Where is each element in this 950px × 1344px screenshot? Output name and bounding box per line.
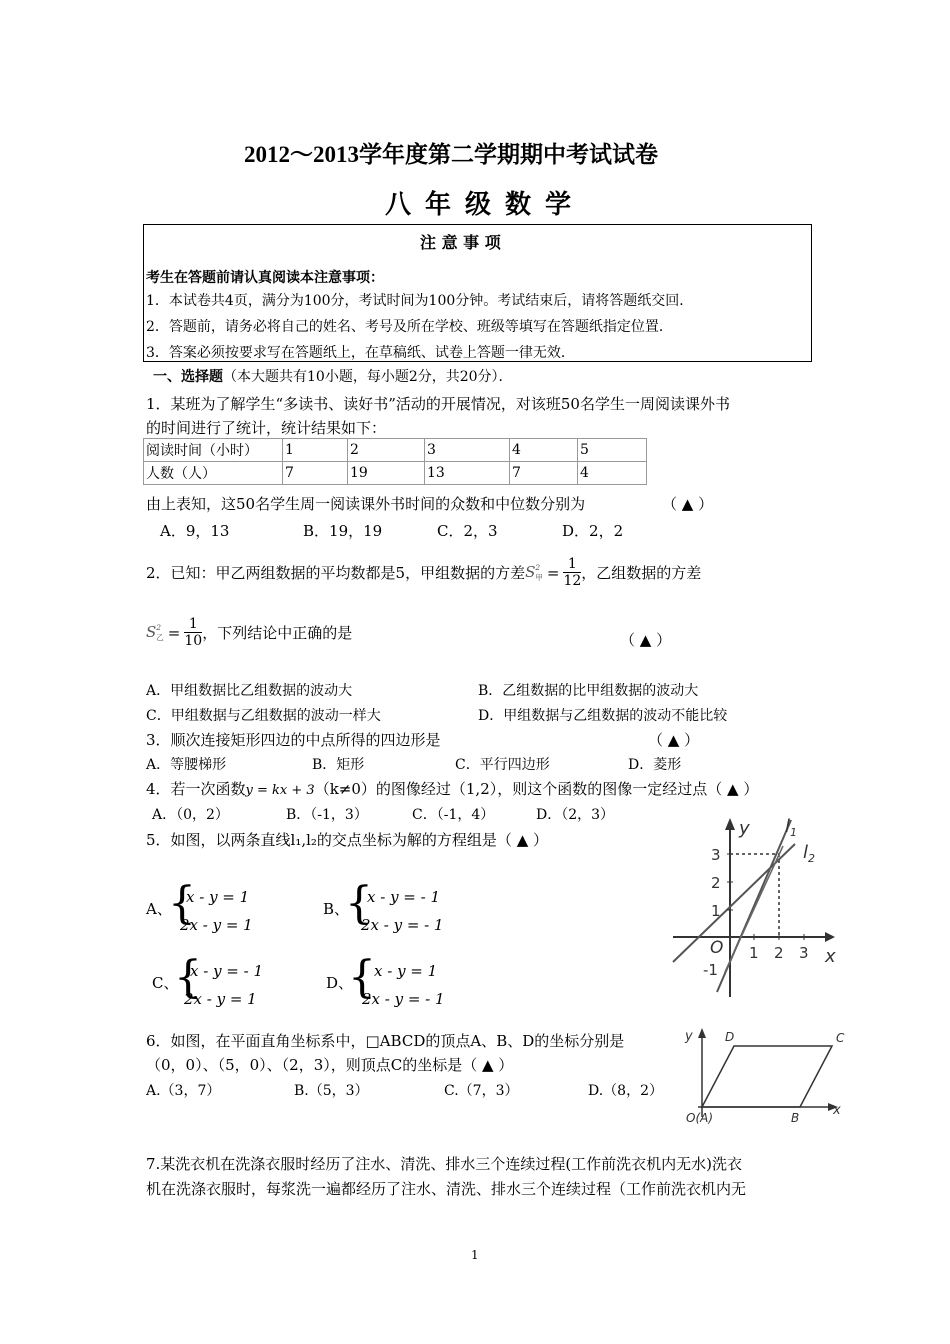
q2-mark: （ ▲ ） xyxy=(620,631,672,649)
q6-graph xyxy=(670,1022,850,1132)
q4-option-a: A．（0，2） xyxy=(152,807,229,823)
equation-1: x - y = - 1 xyxy=(367,888,441,906)
table-cell: 人数（人） xyxy=(144,462,283,485)
notice-intro: 考生在答题前请认真阅读本注意事项： xyxy=(146,270,384,286)
table-cell: 1 xyxy=(283,439,348,462)
y-tick-label: 2 xyxy=(711,874,721,892)
x-axis-label: x xyxy=(825,946,836,967)
fraction-yi xyxy=(184,616,202,649)
q1-mark: （ ▲ ） xyxy=(662,495,714,513)
q4-option-d: D．（2，3） xyxy=(536,807,615,823)
equation-2: 2x - y = 1 xyxy=(184,990,257,1008)
q5-graph xyxy=(665,812,845,1002)
table-cell: 4 xyxy=(578,462,647,485)
q6-line2: （0，0）、（5，0）、（2，3），则顶点C的坐标是（ ▲ ） xyxy=(146,1056,514,1074)
line-sub: 1 xyxy=(790,826,798,839)
q3-option-d: D．菱形 xyxy=(628,757,682,773)
q7-line1: 7.某洗衣机在洗涤衣服时经历了注水、清洗、排水三个连续过程(工作前洗衣机内无水)洗衣 xyxy=(146,1155,743,1173)
option-label: D、 xyxy=(326,974,354,992)
q4-line xyxy=(146,778,758,799)
q6-option-c: C.（7，3） xyxy=(444,1083,519,1099)
variance-sup: 2 xyxy=(535,562,541,572)
q1-line1: 1．某班为了解学生“多读书、读好书”活动的开展情况，对该班50名学生一周阅读课外书 xyxy=(146,395,730,413)
fraction-num: 1 xyxy=(563,556,581,573)
origin-label: O xyxy=(710,938,724,958)
vertex-d-label: D xyxy=(725,1030,735,1044)
eq-sign: = xyxy=(167,623,181,642)
equation-2: 2x - y = - 1 xyxy=(361,916,444,934)
variance-symbol: S xyxy=(525,562,536,581)
q2-line1 xyxy=(146,556,701,589)
q3-option-a: A．等腰梯形 xyxy=(146,757,227,773)
vertex-b-label: B xyxy=(791,1111,800,1125)
q1-option-c: C．2，3 xyxy=(437,522,498,540)
q2-text1: 2．已知：甲乙两组数据的平均数都是5，甲组数据的方差 xyxy=(146,564,526,582)
q6-option-a: A.（3，7） xyxy=(146,1083,221,1099)
equation-1: x - y = 1 xyxy=(374,962,438,980)
q3-text: 3．顺次连接矩形四边的中点所得的四边形是 xyxy=(146,731,441,749)
q2-option-b: B．乙组数据的比甲组数据的波动大 xyxy=(478,683,699,699)
brace-icon: { xyxy=(348,952,376,1003)
fraction-num: 1 xyxy=(184,616,202,633)
page-number: 1 xyxy=(471,1248,479,1262)
variance-sub: 乙 xyxy=(156,632,164,642)
variance-jia xyxy=(525,563,543,581)
option-label: C、 xyxy=(152,974,179,992)
table-cell: 19 xyxy=(348,462,425,485)
q2-line2 xyxy=(146,616,352,649)
brace-icon: { xyxy=(168,878,196,929)
x-axis-label: x xyxy=(833,1103,841,1118)
table-cell: 13 xyxy=(425,462,510,485)
table-cell: 2 xyxy=(348,439,425,462)
notice-item-3: 3．答案必须按要求写在答题纸上，在草稿纸、试卷上答题一律无效． xyxy=(146,345,575,361)
equation-2: 2x - y = - 1 xyxy=(362,990,445,1008)
q1-option-b: B．19，19 xyxy=(303,522,383,540)
page-title: 2012～2013学年度第二学期期中考试试卷 xyxy=(244,142,658,167)
q2-option-d: D．甲组数据与乙组数据的波动不能比较 xyxy=(478,708,728,724)
table-cell: 阅读时间（小时） xyxy=(144,439,283,462)
q1-question: 由上表知，这50名学生周一阅读课外书时间的众数和中位数分别为 xyxy=(146,495,586,513)
y-axis-label: y xyxy=(685,1029,693,1044)
page-subtitle: 八年级数学 xyxy=(385,190,586,220)
table-cell: 3 xyxy=(425,439,510,462)
vertex-c-label: C xyxy=(836,1031,845,1045)
q4-text2: （k≠0）的图像经过（1,2），则这个函数的图像一定经过点（ ▲ ） xyxy=(314,780,759,798)
q1-option-d: D．2，2 xyxy=(562,522,624,540)
table-row xyxy=(144,462,647,485)
equation-1: x - y = - 1 xyxy=(190,962,264,980)
section-heading xyxy=(153,366,513,386)
section-note: （本大题共有10小题，每小题2分，共20分）． xyxy=(223,369,513,385)
notice-item-1: 1．本试卷共4页，满分为100分，考试时间为100分钟。考试结束后，请将答题纸交回． xyxy=(146,293,694,309)
line-name: l xyxy=(785,816,791,837)
q4-option-c: C．（-1，4） xyxy=(412,807,495,823)
q4-option-b: B．（-1，3） xyxy=(286,807,368,823)
vertex-oa-label: O(A) xyxy=(686,1111,714,1125)
table-cell: 5 xyxy=(578,439,647,462)
q6-option-b: B.（5，3） xyxy=(294,1083,369,1099)
x-tick-label: 2 xyxy=(774,944,784,962)
q2-option-c: C．甲组数据与乙组数据的波动一样大 xyxy=(146,708,381,724)
option-label: A、 xyxy=(146,900,172,918)
q3-option-b: B．矩形 xyxy=(312,757,365,773)
fraction-den: 10 xyxy=(184,633,203,649)
q3-option-c: C．平行四边形 xyxy=(455,757,550,773)
line-l2-label xyxy=(803,842,815,865)
parallelogram-abcd xyxy=(702,1046,832,1107)
brace-icon: { xyxy=(174,952,202,1003)
q5-text: 5．如图，以两条直线l₁,l₂的交点坐标为解的方程组是（ ▲ ） xyxy=(146,831,549,849)
q4-text1: 4．若一次函数 xyxy=(146,780,246,798)
x-tick-label: 1 xyxy=(749,944,759,962)
x-axis-arrow-icon xyxy=(825,932,835,942)
y-tick-label: 3 xyxy=(711,846,721,864)
q6-option-d: D.（8，2） xyxy=(588,1083,663,1099)
line-sub: 2 xyxy=(808,852,816,865)
option-label: B、 xyxy=(323,900,350,918)
variance-symbol: S xyxy=(146,622,157,641)
variance-sub: 甲 xyxy=(535,572,543,582)
variance-yi xyxy=(146,623,164,641)
q7-line2: 机在洗涤衣服时，每浆洗一遍都经历了注水、清洗、排水三个连续过程（工作前洗衣机内无 xyxy=(146,1180,747,1198)
notice-heading: 注 意 事 项 xyxy=(420,233,501,252)
q6-line1: 6．如图，在平面直角坐标系中，□ABCD的顶点A、B、D的坐标分别是 xyxy=(146,1032,625,1050)
notice-item-2: 2．答题前，请务必将自己的姓名、考号及所在学校、班级等填写在答题纸指定位置． xyxy=(146,319,673,335)
table-cell: 7 xyxy=(283,462,348,485)
line-l1-label xyxy=(785,816,797,839)
q2-text2: ，乙组数据的方差 xyxy=(581,564,702,582)
y-tick-label: -1 xyxy=(703,961,718,979)
y-tick-label: 1 xyxy=(711,902,721,920)
q4-formula: y = kx + 3 xyxy=(245,783,315,798)
table-cell: 7 xyxy=(510,462,578,485)
fraction-jia xyxy=(563,556,581,589)
q3-mark: （ ▲ ） xyxy=(648,731,700,749)
q1-option-a: A．9，13 xyxy=(160,522,230,540)
q1-line2: 的时间进行了统计，统计结果如下： xyxy=(146,419,387,437)
table-cell: 4 xyxy=(510,439,578,462)
stats-table xyxy=(143,438,647,485)
y-axis-arrow-icon xyxy=(698,1028,706,1038)
variance-sup: 2 xyxy=(156,622,162,632)
y-axis-label: y xyxy=(739,818,750,839)
fraction-den: 12 xyxy=(563,573,582,589)
brace-icon: { xyxy=(345,878,373,929)
line-name: l xyxy=(803,842,809,863)
equation-2: 2x - y = 1 xyxy=(180,916,253,934)
y-axis-arrow-icon xyxy=(725,818,735,830)
table-row xyxy=(144,439,647,462)
section-title: 一、选择题 xyxy=(153,369,223,385)
q2-text3: ，下列结论中正确的是 xyxy=(202,624,353,642)
eq-sign: = xyxy=(546,563,560,582)
equation-1: x - y = 1 xyxy=(186,888,250,906)
x-tick-label: 3 xyxy=(799,944,809,962)
q2-option-a: A．甲组数据比乙组数据的波动大 xyxy=(146,683,353,699)
